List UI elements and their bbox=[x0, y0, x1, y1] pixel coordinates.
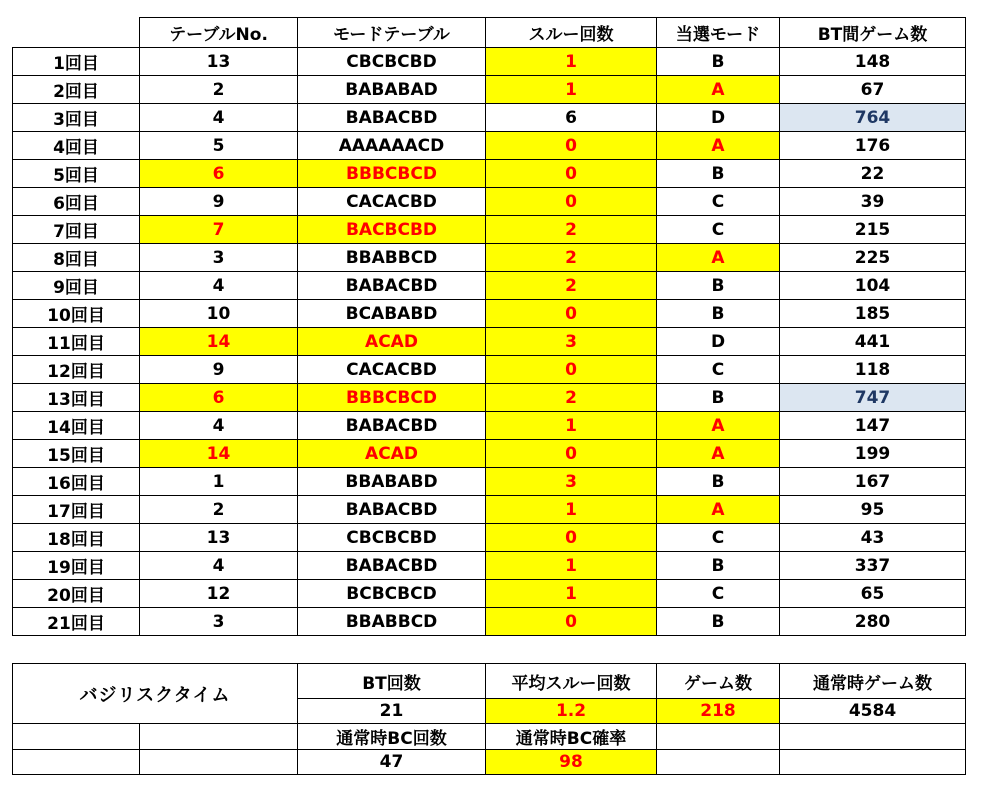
table-row bbox=[13, 608, 966, 636]
winning-mode-cell: D bbox=[657, 104, 780, 132]
bt-games-cell: 199 bbox=[780, 440, 966, 468]
mode-table-cell: BABACBD bbox=[298, 412, 486, 440]
mode-table-cell: BABACBD bbox=[298, 104, 486, 132]
mode-table-cell: ACAD bbox=[298, 328, 486, 356]
table-row bbox=[13, 48, 966, 76]
row-label: 12回目 bbox=[13, 356, 140, 384]
through-count-cell: 0 bbox=[486, 188, 657, 216]
table-row bbox=[13, 76, 966, 104]
empty-cell bbox=[13, 750, 140, 775]
bt-games-cell: 747 bbox=[780, 384, 966, 412]
winning-mode-cell: A bbox=[657, 440, 780, 468]
summary-row-1 bbox=[13, 664, 966, 699]
mode-table-cell: CBCBCBD bbox=[298, 48, 486, 76]
winning-mode-cell: A bbox=[657, 412, 780, 440]
row-label: 3回目 bbox=[13, 104, 140, 132]
row-label: 16回目 bbox=[13, 468, 140, 496]
winning-mode-cell: C bbox=[657, 216, 780, 244]
mode-table-cell: BBBCBCD bbox=[298, 384, 486, 412]
row-label: 9回目 bbox=[13, 272, 140, 300]
winning-mode-cell: B bbox=[657, 48, 780, 76]
through-count-cell: 1 bbox=[486, 552, 657, 580]
bt-games-cell: 215 bbox=[780, 216, 966, 244]
table-row bbox=[13, 244, 966, 272]
row-label: 14回目 bbox=[13, 412, 140, 440]
empty-cell bbox=[657, 750, 780, 775]
empty-cell bbox=[140, 724, 298, 750]
row-label: 6回目 bbox=[13, 188, 140, 216]
header-bt-games: BT間ゲーム数 bbox=[780, 18, 966, 48]
through-count-cell: 1 bbox=[486, 76, 657, 104]
bt-history-table bbox=[12, 17, 966, 636]
table-row bbox=[13, 272, 966, 300]
through-count-cell: 2 bbox=[486, 216, 657, 244]
empty-cell bbox=[780, 750, 966, 775]
winning-mode-cell: B bbox=[657, 608, 780, 636]
table-row bbox=[13, 300, 966, 328]
table-row bbox=[13, 160, 966, 188]
through-count-cell: 0 bbox=[486, 160, 657, 188]
table-row bbox=[13, 384, 966, 412]
through-count-cell: 6 bbox=[486, 104, 657, 132]
table-no-cell: 3 bbox=[140, 244, 298, 272]
mode-table-cell: ACAD bbox=[298, 440, 486, 468]
table-row bbox=[13, 356, 966, 384]
table-no-cell: 4 bbox=[140, 412, 298, 440]
table-no-cell: 4 bbox=[140, 272, 298, 300]
winning-mode-cell: A bbox=[657, 76, 780, 104]
row-label: 21回目 bbox=[13, 608, 140, 636]
bt-games-cell: 118 bbox=[780, 356, 966, 384]
winning-mode-cell: C bbox=[657, 524, 780, 552]
winning-mode-cell: B bbox=[657, 552, 780, 580]
winning-mode-cell: A bbox=[657, 244, 780, 272]
bt-games-cell: 176 bbox=[780, 132, 966, 160]
bt-games-cell: 185 bbox=[780, 300, 966, 328]
table-no-cell: 14 bbox=[140, 328, 298, 356]
table-row bbox=[13, 580, 966, 608]
bc-rate-label: 通常時BC確率 bbox=[486, 724, 657, 750]
bt-games-cell: 441 bbox=[780, 328, 966, 356]
row-label: 20回目 bbox=[13, 580, 140, 608]
corner-cell bbox=[13, 18, 140, 48]
table-no-cell: 5 bbox=[140, 132, 298, 160]
mode-table-cell: CACACBD bbox=[298, 356, 486, 384]
table-no-cell: 13 bbox=[140, 48, 298, 76]
table-no-cell: 2 bbox=[140, 496, 298, 524]
winning-mode-cell: B bbox=[657, 300, 780, 328]
table-row bbox=[13, 328, 966, 356]
normal-games-label: 通常時ゲーム数 bbox=[780, 664, 966, 699]
summary-row-3 bbox=[13, 724, 966, 750]
table-no-cell: 9 bbox=[140, 356, 298, 384]
table-row bbox=[13, 412, 966, 440]
mode-table-cell: BABACBD bbox=[298, 272, 486, 300]
bt-games-cell: 764 bbox=[780, 104, 966, 132]
through-count-cell: 1 bbox=[486, 496, 657, 524]
table-row bbox=[13, 468, 966, 496]
table-no-cell: 1 bbox=[140, 468, 298, 496]
mode-table-cell: CACACBD bbox=[298, 188, 486, 216]
bt-count-label: BT回数 bbox=[298, 664, 486, 699]
avg-through-value: 1.2 bbox=[486, 699, 657, 724]
bt-games-cell: 148 bbox=[780, 48, 966, 76]
mode-table-cell: BBBCBCD bbox=[298, 160, 486, 188]
bt-games-cell: 65 bbox=[780, 580, 966, 608]
table-row bbox=[13, 216, 966, 244]
row-label: 2回目 bbox=[13, 76, 140, 104]
normal-games-value: 4584 bbox=[780, 699, 966, 724]
winning-mode-cell: C bbox=[657, 188, 780, 216]
mode-table-cell: CBCBCBD bbox=[298, 524, 486, 552]
mode-table-cell: BBABABD bbox=[298, 468, 486, 496]
bc-rate-value: 98 bbox=[486, 750, 657, 775]
bt-games-cell: 95 bbox=[780, 496, 966, 524]
mode-table-cell: BCBCBCD bbox=[298, 580, 486, 608]
winning-mode-cell: D bbox=[657, 328, 780, 356]
table-no-cell: 2 bbox=[140, 76, 298, 104]
header-row bbox=[13, 18, 966, 48]
table-no-cell: 12 bbox=[140, 580, 298, 608]
through-count-cell: 0 bbox=[486, 356, 657, 384]
through-count-cell: 0 bbox=[486, 132, 657, 160]
table-no-cell: 9 bbox=[140, 188, 298, 216]
table-row bbox=[13, 552, 966, 580]
table-row bbox=[13, 524, 966, 552]
table-no-cell: 6 bbox=[140, 384, 298, 412]
row-label: 7回目 bbox=[13, 216, 140, 244]
table-row bbox=[13, 132, 966, 160]
through-count-cell: 2 bbox=[486, 384, 657, 412]
winning-mode-cell: B bbox=[657, 468, 780, 496]
summary-title: バジリスクタイム bbox=[13, 664, 298, 724]
header-winning-mode: 当選モード bbox=[657, 18, 780, 48]
games-label: ゲーム数 bbox=[657, 664, 780, 699]
row-label: 8回目 bbox=[13, 244, 140, 272]
bt-games-cell: 39 bbox=[780, 188, 966, 216]
through-count-cell: 1 bbox=[486, 412, 657, 440]
row-label: 17回目 bbox=[13, 496, 140, 524]
winning-mode-cell: B bbox=[657, 272, 780, 300]
mode-table-cell: BABABAD bbox=[298, 76, 486, 104]
through-count-cell: 1 bbox=[486, 48, 657, 76]
through-count-cell: 0 bbox=[486, 440, 657, 468]
through-count-cell: 2 bbox=[486, 244, 657, 272]
bt-games-cell: 147 bbox=[780, 412, 966, 440]
through-count-cell: 3 bbox=[486, 328, 657, 356]
through-count-cell: 0 bbox=[486, 300, 657, 328]
winning-mode-cell: B bbox=[657, 384, 780, 412]
bt-games-cell: 225 bbox=[780, 244, 966, 272]
row-label: 13回目 bbox=[13, 384, 140, 412]
row-label: 1回目 bbox=[13, 48, 140, 76]
mode-table-cell: BABACBD bbox=[298, 496, 486, 524]
mode-table-cell: BBABBCD bbox=[298, 608, 486, 636]
table-no-cell: 3 bbox=[140, 608, 298, 636]
winning-mode-cell: A bbox=[657, 132, 780, 160]
empty-cell bbox=[140, 750, 298, 775]
bt-games-cell: 67 bbox=[780, 76, 966, 104]
table-no-cell: 4 bbox=[140, 104, 298, 132]
through-count-cell: 3 bbox=[486, 468, 657, 496]
row-label: 15回目 bbox=[13, 440, 140, 468]
row-label: 19回目 bbox=[13, 552, 140, 580]
summary-row-4 bbox=[13, 750, 966, 775]
table-no-cell: 6 bbox=[140, 160, 298, 188]
table-no-cell: 7 bbox=[140, 216, 298, 244]
winning-mode-cell: A bbox=[657, 496, 780, 524]
table-row bbox=[13, 440, 966, 468]
empty-cell bbox=[780, 724, 966, 750]
through-count-cell: 0 bbox=[486, 524, 657, 552]
mode-table-cell: BBABBCD bbox=[298, 244, 486, 272]
mode-table-cell: BCABABD bbox=[298, 300, 486, 328]
empty-cell bbox=[657, 724, 780, 750]
table-row bbox=[13, 188, 966, 216]
bt-games-cell: 104 bbox=[780, 272, 966, 300]
winning-mode-cell: C bbox=[657, 356, 780, 384]
table-no-cell: 14 bbox=[140, 440, 298, 468]
row-label: 4回目 bbox=[13, 132, 140, 160]
mode-table-cell: BACBCBD bbox=[298, 216, 486, 244]
winning-mode-cell: B bbox=[657, 160, 780, 188]
bt-games-cell: 280 bbox=[780, 608, 966, 636]
games-value: 218 bbox=[657, 699, 780, 724]
row-label: 18回目 bbox=[13, 524, 140, 552]
header-mode-table: モードテーブル bbox=[298, 18, 486, 48]
mode-table-cell: BABACBD bbox=[298, 552, 486, 580]
header-through-count: スルー回数 bbox=[486, 18, 657, 48]
avg-through-label: 平均スルー回数 bbox=[486, 664, 657, 699]
bt-games-cell: 337 bbox=[780, 552, 966, 580]
row-label: 10回目 bbox=[13, 300, 140, 328]
through-count-cell: 1 bbox=[486, 580, 657, 608]
bt-history-body bbox=[13, 18, 966, 636]
empty-cell bbox=[13, 724, 140, 750]
through-count-cell: 2 bbox=[486, 272, 657, 300]
summary-table bbox=[12, 663, 966, 775]
row-label: 5回目 bbox=[13, 160, 140, 188]
winning-mode-cell: C bbox=[657, 580, 780, 608]
bt-games-cell: 167 bbox=[780, 468, 966, 496]
bc-count-value: 47 bbox=[298, 750, 486, 775]
table-no-cell: 10 bbox=[140, 300, 298, 328]
mode-table-cell: AAAAAACD bbox=[298, 132, 486, 160]
header-table-no: テーブルNo. bbox=[140, 18, 298, 48]
table-row bbox=[13, 496, 966, 524]
table-row bbox=[13, 104, 966, 132]
bt-games-cell: 22 bbox=[780, 160, 966, 188]
table-no-cell: 13 bbox=[140, 524, 298, 552]
bt-count-value: 21 bbox=[298, 699, 486, 724]
bt-games-cell: 43 bbox=[780, 524, 966, 552]
bc-count-label: 通常時BC回数 bbox=[298, 724, 486, 750]
through-count-cell: 0 bbox=[486, 608, 657, 636]
row-label: 11回目 bbox=[13, 328, 140, 356]
table-no-cell: 4 bbox=[140, 552, 298, 580]
